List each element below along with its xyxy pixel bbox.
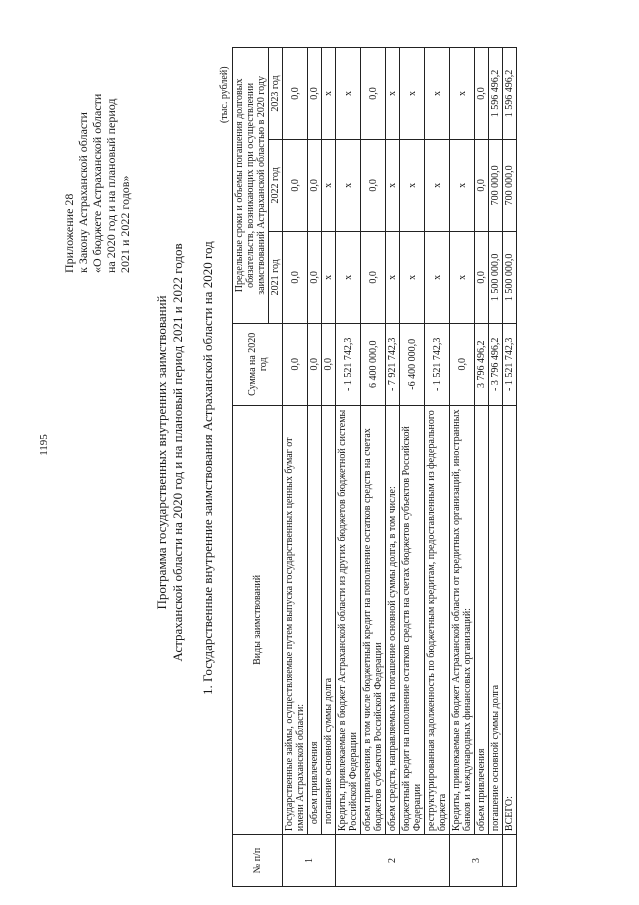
sum-2020: 0,0 xyxy=(283,323,308,405)
row-number: 3 xyxy=(450,835,503,887)
borrowing-kind: реструктурированная задолженность по бюджетным кредитам, предоставленным из федерального бюджета xyxy=(425,405,450,834)
header-kind: Виды заимствований xyxy=(233,405,283,834)
header-num: № п/п xyxy=(233,835,283,887)
value-2023: х xyxy=(400,48,425,140)
value-2022: 700 000,0 xyxy=(503,139,517,231)
appendix-line: Приложение 28 xyxy=(62,193,76,273)
value-2021: х xyxy=(425,231,450,323)
sum-2020: - 7 921 742,3 xyxy=(386,323,400,405)
borrowing-kind: бюджетный кредит на пополнение остатков средств на счетах бюджетов субъектов Российской Федерации xyxy=(400,405,425,834)
value-2022: х xyxy=(322,139,336,231)
appendix-line: «О бюджете Астраханской области xyxy=(90,93,104,273)
table-row-total xyxy=(503,48,517,887)
table-row xyxy=(386,48,400,887)
table-row xyxy=(489,48,503,887)
value-2022: 700 000,0 xyxy=(489,139,503,231)
sum-2020: - 1 521 742,3 xyxy=(336,323,361,405)
value-2023: 0,0 xyxy=(308,48,322,140)
value-2022: х xyxy=(450,139,475,231)
units-label: (тыс. рублей) xyxy=(219,66,230,123)
sum-2020: -6 400 000,0 xyxy=(400,323,425,405)
value-2022: х xyxy=(386,139,400,231)
table-row xyxy=(308,48,322,887)
value-2023: х xyxy=(336,48,361,140)
borrowing-kind: погашение основной суммы долга xyxy=(489,405,503,834)
value-2021: 0,0 xyxy=(361,231,386,323)
value-2022: х xyxy=(336,139,361,231)
borrowing-kind: объем привлечения xyxy=(308,405,322,834)
sum-2020: - 1 521 742,3 xyxy=(425,323,450,405)
value-2022: х xyxy=(425,139,450,231)
borrowing-kind: Кредиты, привлекаемые в бюджет Астраханской области от кредитных организаций, иностранных банков и международных финансовых организаций: xyxy=(450,405,475,834)
sum-2020: 0,0 xyxy=(322,323,336,405)
value-2021: 0,0 xyxy=(475,231,489,323)
appendix-line: к Закону Астраханской области xyxy=(76,112,90,273)
sum-2020: 6 400 000,0 xyxy=(361,323,386,405)
table-row xyxy=(425,48,450,887)
table-row xyxy=(283,48,308,887)
header-limits: Предельные сроки и объемы погашения долговых обязательств, возникающих при осуществлении заимствований Астраханской областью в 2020 году xyxy=(233,48,269,324)
appendix-line: 2021 и 2022 годов» xyxy=(118,175,132,273)
value-2021: 1 500 000,0 xyxy=(489,231,503,323)
table-row xyxy=(450,48,475,887)
value-2022: 0,0 xyxy=(475,139,489,231)
value-2021: 0,0 xyxy=(308,231,322,323)
borrowing-kind: объем привлечения xyxy=(475,405,489,834)
appendix-line: на 2020 год и на плановый период xyxy=(104,98,118,273)
borrowing-kind: Государственные займы, осуществляемые путем выпуска государственных ценных бумаг от имени Астраханской области: xyxy=(283,405,308,834)
header-year: 2022 год xyxy=(269,139,283,231)
value-2023: х xyxy=(450,48,475,140)
value-2022: 0,0 xyxy=(361,139,386,231)
value-2023: 1 596 496,2 xyxy=(489,48,503,140)
borrowing-kind-total: ВСЕГО: xyxy=(503,405,517,834)
value-2022: 0,0 xyxy=(283,139,308,231)
value-2023: 0,0 xyxy=(361,48,386,140)
value-2021: 0,0 xyxy=(283,231,308,323)
appendix-block xyxy=(62,94,132,273)
value-2021: х xyxy=(336,231,361,323)
value-2021: 1 500 000,0 xyxy=(503,231,517,323)
value-2023: 0,0 xyxy=(475,48,489,140)
section-title: 1. Государственные внутренние заимствования Астраханской области на 2020 год xyxy=(200,241,215,695)
value-2021: х xyxy=(450,231,475,323)
borrowing-kind: Кредиты, привлекаемые в бюджет Астраханской области из других бюджетов бюджетной системы Российской Федерации xyxy=(336,405,361,834)
row-number-empty xyxy=(503,835,517,887)
row-number: 1 xyxy=(283,835,336,887)
row-number: 2 xyxy=(336,835,450,887)
value-2022: 0,0 xyxy=(308,139,322,231)
borrowing-kind: объем привлечения, в том числе бюджетный кредит на пополнение остатков средств на счетах бюджетов субъектов Российской Федерации xyxy=(361,405,386,834)
value-2023: х xyxy=(425,48,450,140)
value-2023: 0,0 xyxy=(283,48,308,140)
sum-2020: - 3 796 496,2 xyxy=(489,323,503,405)
table-row xyxy=(361,48,386,887)
header-year: 2023 год xyxy=(269,48,283,140)
sum-2020: 0,0 xyxy=(308,323,322,405)
table-row xyxy=(322,48,336,887)
header-year: 2021 год xyxy=(269,231,283,323)
page-number: 1195 xyxy=(38,434,50,456)
value-2021: х xyxy=(386,231,400,323)
document-title-line-2: Астраханской области на 2020 год и на плановый период 2021 и 2022 годов xyxy=(170,243,185,662)
sum-2020: 0,0 xyxy=(450,323,475,405)
table-row xyxy=(400,48,425,887)
value-2021: х xyxy=(322,231,336,323)
header-sum: Сумма на 2020 год xyxy=(233,323,283,405)
borrowings-table xyxy=(232,47,517,887)
sum-2020: - 1 521 742,3 xyxy=(503,323,517,405)
borrowing-kind: погашение основной суммы долга xyxy=(322,405,336,834)
sum-2020: 3 796 496,2 xyxy=(475,323,489,405)
value-2023: х xyxy=(322,48,336,140)
document-title-line-1: Программа государственных внутренних заимствований xyxy=(154,295,169,610)
value-2023: 1 596 496,2 xyxy=(503,48,517,140)
borrowing-kind: объем средств, направляемых на погашение основной суммы долга, в том числе: xyxy=(386,405,400,834)
value-2022: х xyxy=(400,139,425,231)
value-2021: х xyxy=(400,231,425,323)
value-2023: х xyxy=(386,48,400,140)
table-row xyxy=(475,48,489,887)
table-row xyxy=(336,48,361,887)
